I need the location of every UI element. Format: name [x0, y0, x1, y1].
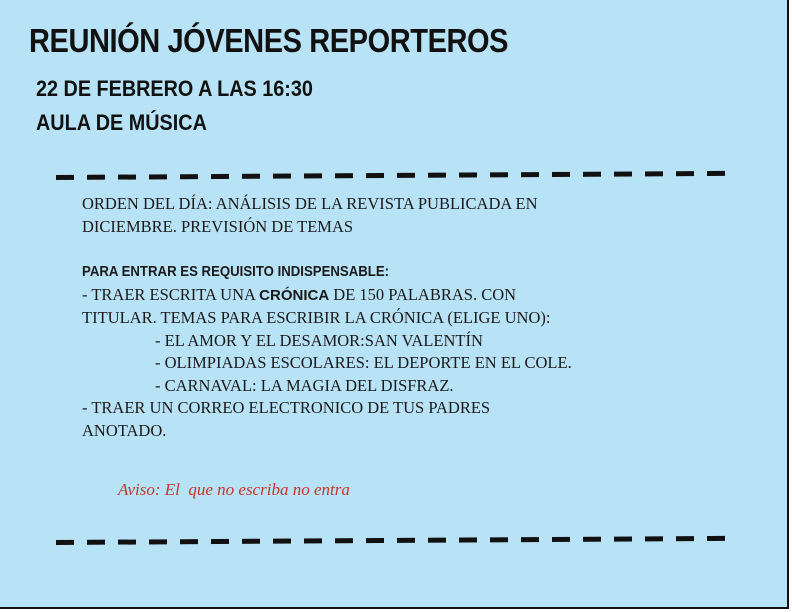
page-title: REUNIÓN JÓVENES REPORTEROS [29, 22, 509, 59]
requirement-item-1 [82, 284, 642, 308]
requirement-item-1-suffix: DE 150 PALABRAS. CON [329, 284, 517, 304]
agenda-line-1: ORDEN DEL DÍA: ANÁLISIS DE LA REVISTA PUBLICADA EN [82, 194, 538, 213]
requirement-item-1-prefix: - TRAER ESCRITA UNA [82, 284, 260, 304]
meeting-details [82, 193, 642, 442]
dashed-divider-top [56, 171, 726, 180]
requirements-heading-row [82, 260, 642, 284]
topic-item: - EL AMOR Y EL DESAMOR:SAN VALENTÍN [155, 330, 483, 350]
requirement-item-1-line-2: TITULAR. TEMAS PARA ESCRIBIR LA CRÓNICA (ELIGE UNO): [82, 308, 551, 327]
topic-item: - CARNAVAL: LA MAGIA DEL DISFRAZ. [155, 375, 454, 395]
agenda-line-2: DICIEMBRE. PREVISIÓN DE TEMAS [82, 216, 354, 236]
requirement-item-2-line-2: ANOTADO. [82, 420, 167, 440]
dashed-divider-bottom [56, 536, 726, 545]
meeting-location: AULA DE MÚSICA [36, 110, 207, 135]
requirement-item-2: - TRAER UN CORREO ELECTRONICO DE TUS PADRES [82, 398, 491, 417]
cronica-keyword: CRÓNICA [259, 286, 330, 304]
topic-item: - OLIMPIADAS ESCOLARES: EL DEPORTE EN EL COLE. [155, 353, 572, 372]
spacer [82, 238, 642, 260]
requirements-heading: PARA ENTRAR ES REQUISITO INDISPENSABLE: [82, 263, 390, 280]
notice-text: Aviso: El que no escriba no entra [118, 480, 350, 499]
meeting-date: 22 DE FEBRERO A LAS 16:30 [36, 76, 313, 101]
